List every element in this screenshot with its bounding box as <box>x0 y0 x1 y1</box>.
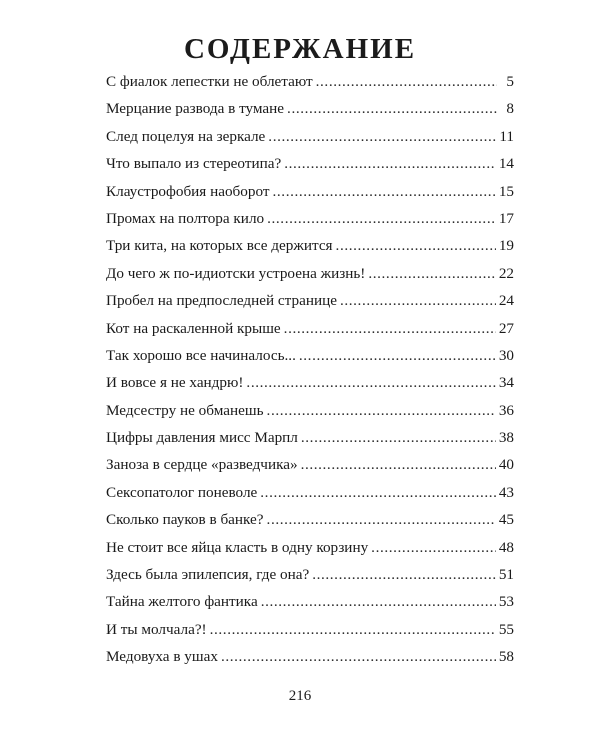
toc-entry-title: Что выпало из стереотипа? <box>106 155 282 173</box>
toc-entry-page: 30 <box>498 346 514 364</box>
toc-entry-title: Медсестру не обманешь <box>106 401 264 419</box>
dot-leader <box>299 346 496 366</box>
toc-entry <box>106 72 514 99</box>
toc-entry-title: Здесь была эпилепсия, где она? <box>106 566 310 584</box>
page-title: СОДЕРЖАНИЕ <box>183 33 417 65</box>
toc-entry-title: С фиалок лепестки не облетают <box>106 73 313 90</box>
toc-entry-page: 58 <box>498 648 514 666</box>
toc-entry-title: Цифры давления мисс Марпл <box>106 429 298 447</box>
toc-entry <box>106 182 514 209</box>
toc-entry <box>106 620 514 647</box>
dot-leader <box>371 538 496 558</box>
toc-entry <box>106 291 514 318</box>
toc-entry-title: Мерцание развода в тумане <box>106 100 285 118</box>
dot-leader <box>268 127 496 147</box>
dot-leader <box>301 455 496 475</box>
toc-entry-title: Пробел на предпоследней странице <box>106 292 337 310</box>
toc-entry <box>106 346 514 373</box>
dot-leader <box>284 319 496 339</box>
toc-entry-page: 40 <box>498 456 514 474</box>
toc-entry-title: След поцелуя на зеркале <box>106 127 266 145</box>
dot-leader <box>267 209 496 229</box>
toc-entry-page: 36 <box>498 401 514 419</box>
dot-leader <box>316 72 497 92</box>
dot-leader <box>261 592 496 612</box>
toc-entry-page: 8 <box>506 100 514 118</box>
toc-entry <box>106 264 514 291</box>
toc-entry-page: 15 <box>498 182 514 200</box>
toc-entry-title: И вовсе я не хандрю! <box>106 374 244 392</box>
dot-leader <box>301 428 496 448</box>
toc-entry-page: 14 <box>498 155 514 173</box>
toc-entry-page: 51 <box>498 566 514 584</box>
toc-entry <box>106 455 514 482</box>
toc-entry-page: 55 <box>498 620 514 638</box>
dot-leader <box>287 99 497 119</box>
toc-entry-page: 53 <box>498 593 514 611</box>
dot-leader <box>336 236 496 256</box>
toc-entry-title: Сколько пауков в банке? <box>106 511 264 529</box>
toc-entry-title: Клаустрофобия наоборот <box>106 182 270 200</box>
toc-entry-page: 5 <box>506 73 514 90</box>
toc-entry-page: 27 <box>498 319 514 337</box>
toc-entry <box>106 538 514 565</box>
dot-leader <box>267 510 496 530</box>
toc-entry-title: Три кита, на которых все держится <box>106 237 333 255</box>
dot-leader <box>210 620 496 640</box>
dot-leader <box>246 373 495 393</box>
toc-entry-page: 43 <box>498 483 514 501</box>
toc-entry <box>106 373 514 400</box>
toc-entry-page: 22 <box>498 264 514 282</box>
page-number: 216 <box>288 688 312 704</box>
toc-entry-title: Сексопатолог поневоле <box>106 483 258 501</box>
dot-leader <box>221 647 496 667</box>
dot-leader <box>340 291 496 311</box>
dot-leader <box>267 401 496 421</box>
toc-entry-page: 34 <box>498 374 514 392</box>
toc-entry <box>106 401 514 428</box>
toc-entry-page: 45 <box>498 511 514 529</box>
toc-entry <box>106 428 514 455</box>
toc-entry <box>106 483 514 510</box>
dot-leader <box>273 182 496 202</box>
dot-leader <box>284 154 496 174</box>
toc-entry <box>106 236 514 263</box>
toc-entry-page: 11 <box>499 127 514 145</box>
toc-entry <box>106 510 514 537</box>
toc-entry-title: Тайна желтого фантика <box>106 593 258 611</box>
toc-entry-title: До чего ж по-идиотски устроена жизнь! <box>106 264 366 282</box>
dot-leader <box>260 483 496 503</box>
toc-entry-page: 24 <box>498 292 514 310</box>
dot-leader <box>312 565 496 585</box>
toc-entry <box>106 647 514 674</box>
toc-entry <box>106 99 514 126</box>
toc-entry-title: Не стоит все яйца класть в одну корзину <box>106 538 369 556</box>
toc-entry <box>106 154 514 181</box>
toc-entry <box>106 565 514 592</box>
toc-entry <box>106 592 514 619</box>
toc-entry-title: Заноза в сердце «разведчика» <box>106 456 298 474</box>
toc-entry-page: 48 <box>498 538 514 556</box>
toc-entry <box>106 209 514 236</box>
toc-entry-page: 17 <box>498 209 514 227</box>
toc-entry <box>106 127 514 154</box>
toc-entry-title: Кот на раскаленной крыше <box>106 319 281 337</box>
toc-entry-title: И ты молчала?! <box>106 620 207 638</box>
toc-entry <box>106 319 514 346</box>
toc-entry-title: Медовуха в ушах <box>106 648 218 666</box>
toc-entry-page: 38 <box>498 429 514 447</box>
toc-entry-page: 19 <box>498 237 514 255</box>
dot-leader <box>368 264 495 284</box>
table-of-contents <box>106 72 514 675</box>
toc-entry-title: Так хорошо все начиналось... <box>106 346 296 364</box>
toc-entry-title: Промах на полтора кило <box>106 209 265 227</box>
